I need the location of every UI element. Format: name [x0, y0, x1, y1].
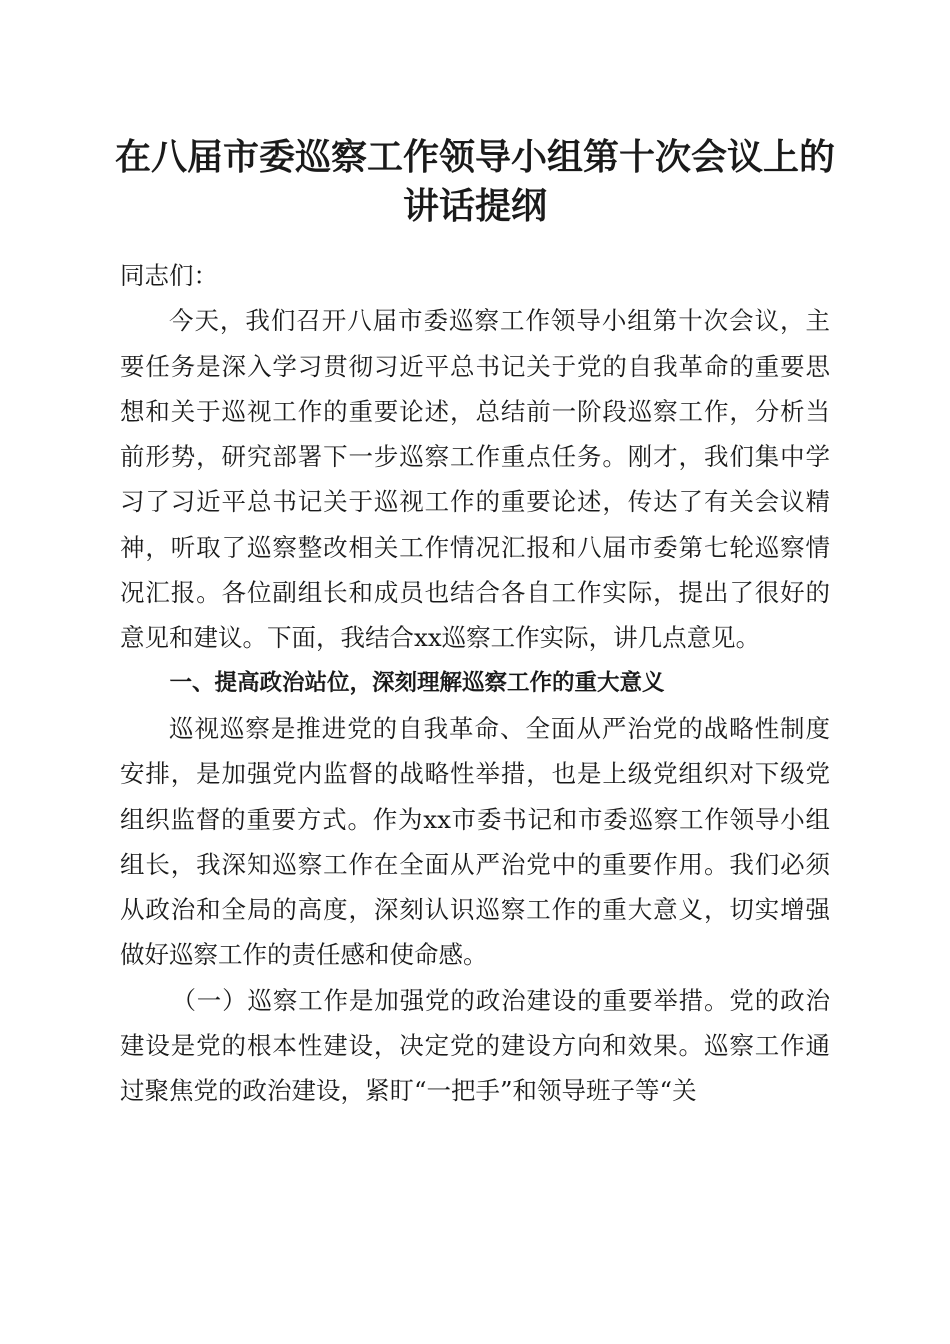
title-line-2: 讲话提纲 — [402, 185, 547, 227]
document-title — [100, 133, 850, 231]
paragraph-significance: 巡视巡察是推进党的自我革命、全面从严治党的战略性制度安排，是加强党内监督的战略性举措，也是上级党组织对下级党组织监督的重要方式。作为xx市委书记和市委巡察工作领导小组组长，我深知巡察工作在全面从严治党中的重要作用。我们必须从政治和全局的高度，深刻认识巡察工作的重大意义，切实增强做好巡察工作的责任感和使命感。 — [120, 713, 830, 970]
salutation: 同志们： — [120, 261, 218, 290]
paragraph-intro: 今天，我们召开八届市委巡察工作领导小组第十次会议，主要任务是深入学习贯彻习近平总书记关于党的自我革命的重要思想和关于巡视工作的重要论述，总结前一阶段巡察工作，分析当前形势，研究部署下一步巡察工作重点任务。刚才，我们集中学习了习近平总书记关于巡视工作的重要论述，传达了有关会议精神，听取了巡察整改相关工作情况汇报和八届市委第七轮巡察情况汇报。各位副组长和成员也结合各自工作实际，提出了很好的意见和建议。下面，我结合xx巡察工作实际，讲几点意见。 — [120, 306, 830, 653]
document-body — [120, 253, 830, 1114]
section-heading-1: 一、提高政治站位，深刻理解巡察工作的重大意义 — [169, 669, 665, 696]
title-line-1: 在八届市委巡察工作领导小组第十次会议上的 — [114, 136, 835, 178]
paragraph-subsection-1: （一）巡察工作是加强党的政治建设的重要举措。党的政治建设是党的根本性建设，决定党的建设方向和效果。巡察工作通过聚焦党的政治建设，紧盯“一把手”和领导班子等“关 — [120, 985, 830, 1106]
